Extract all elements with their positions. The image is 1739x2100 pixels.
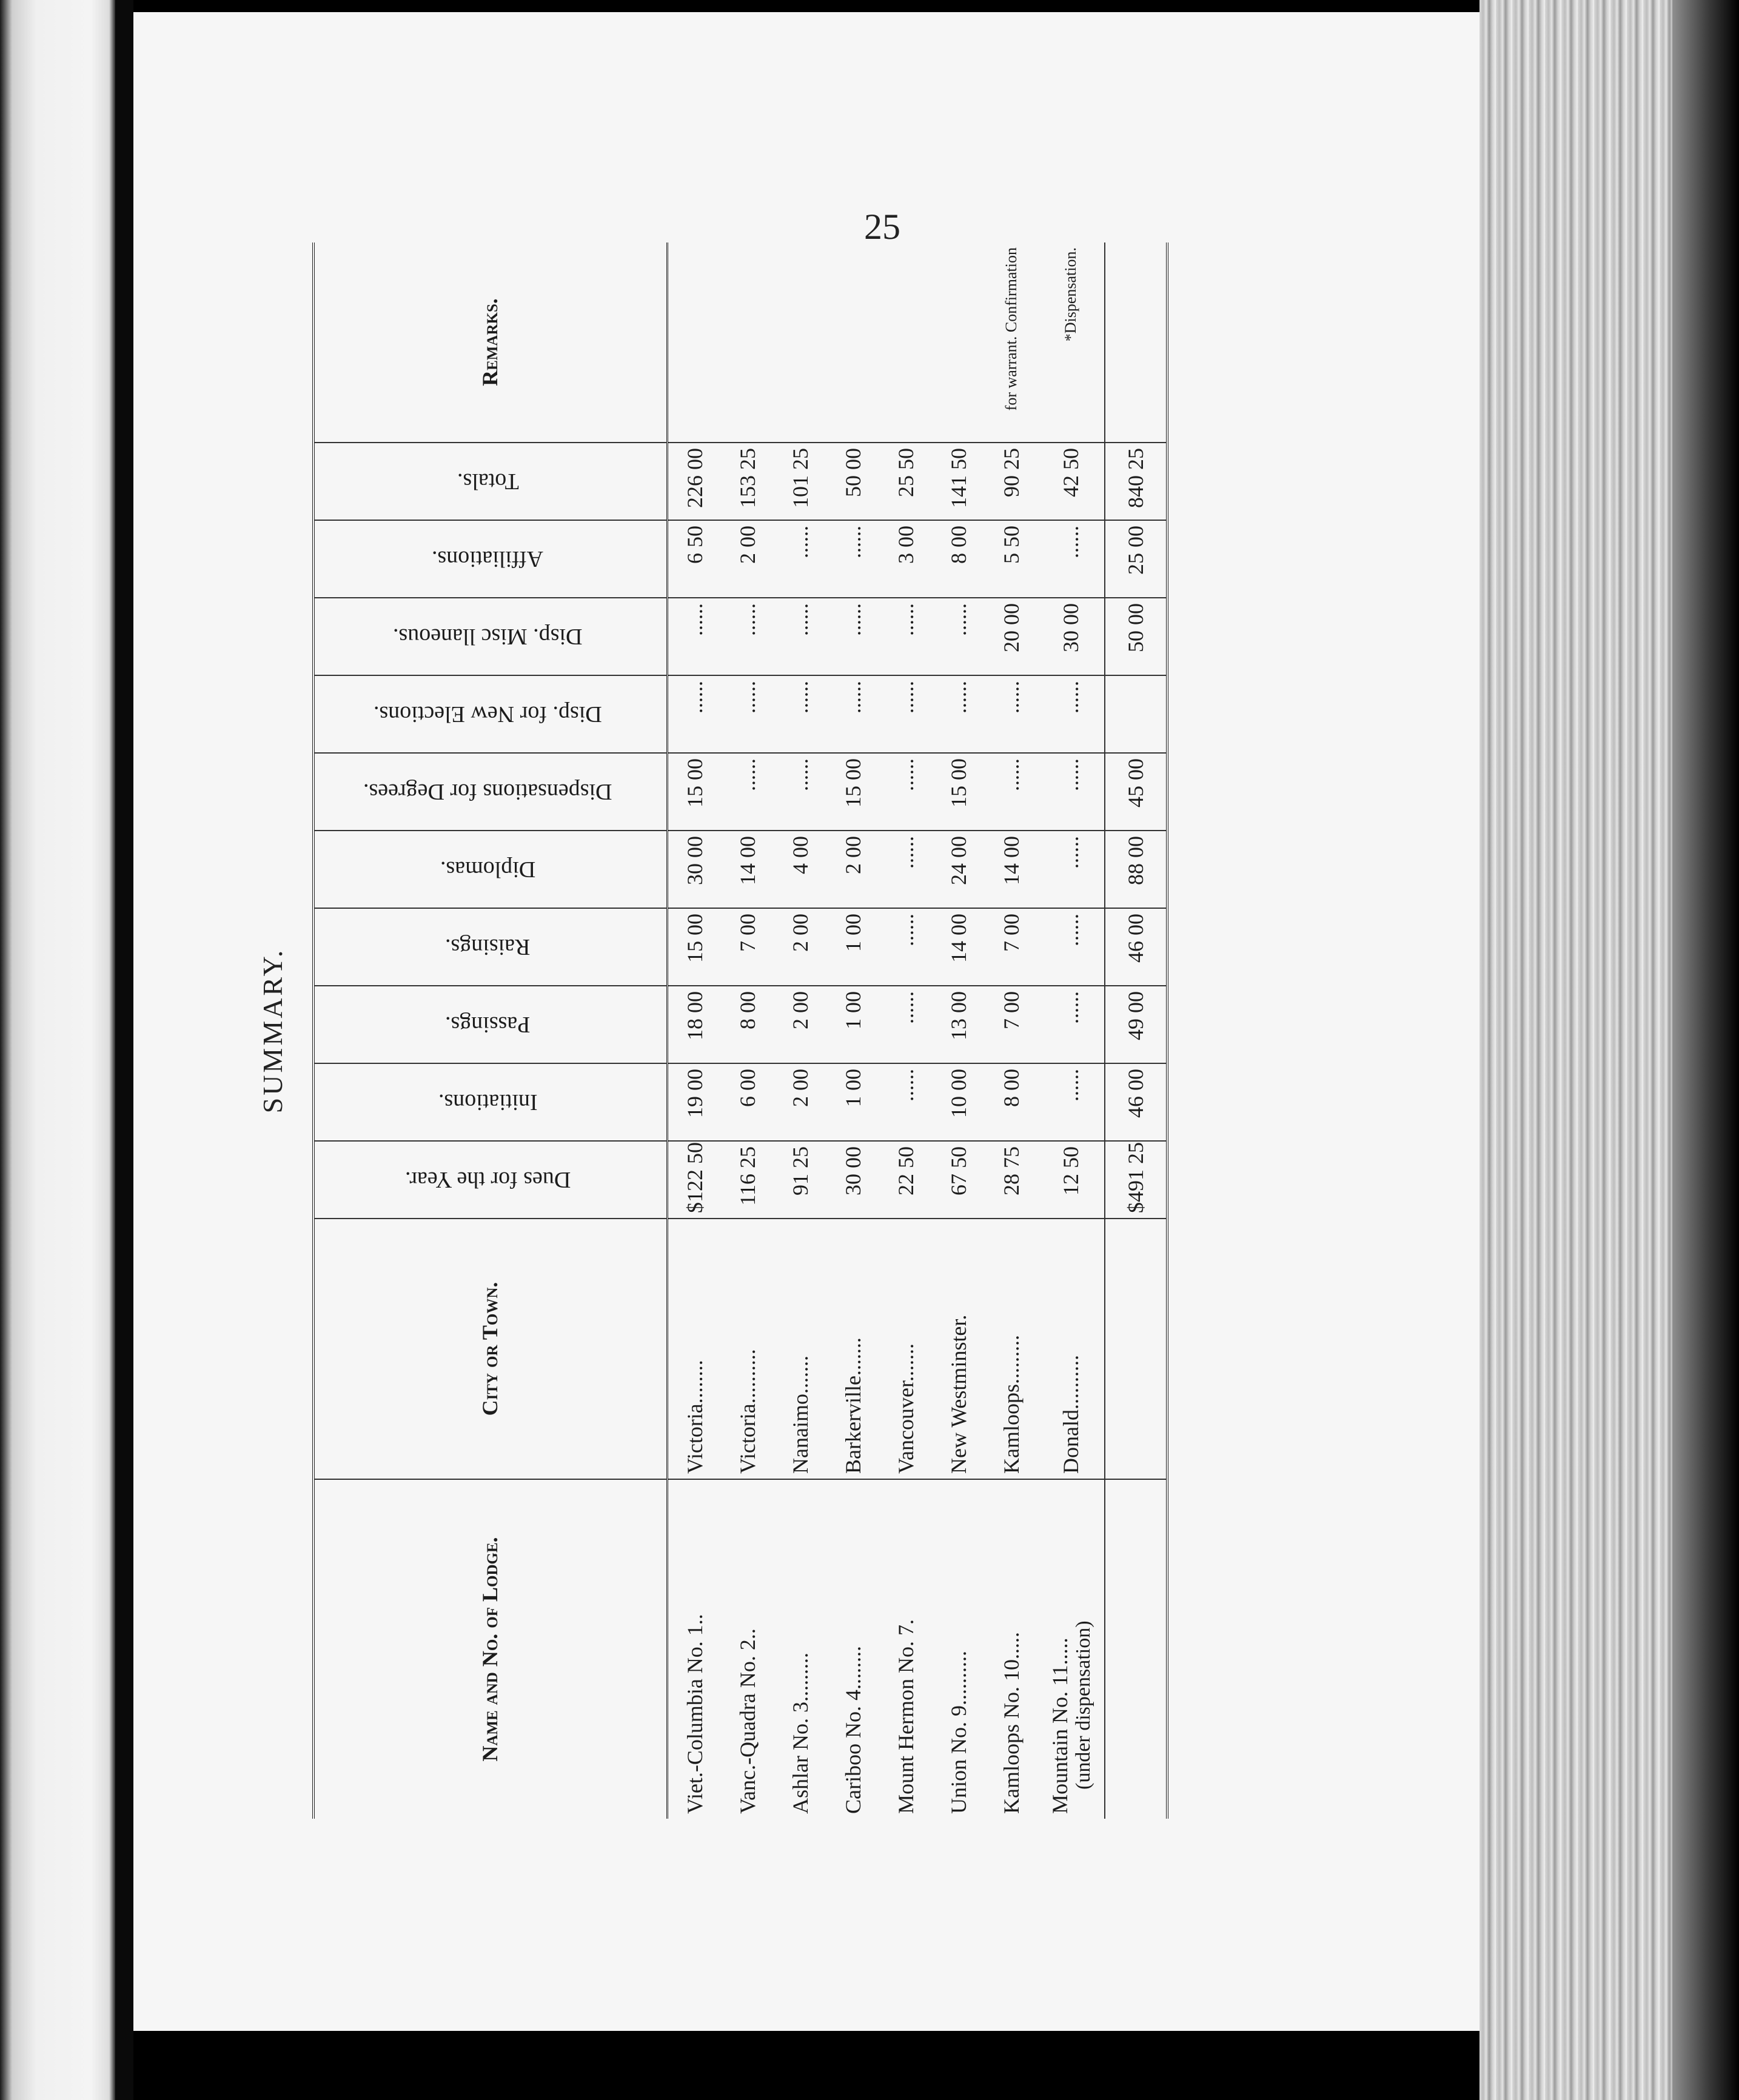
affiliations-cell: ...... — [1037, 520, 1105, 598]
lodge-name-cell — [879, 1479, 932, 1819]
disp-elections-cell: ...... — [826, 675, 879, 753]
city-cell: Victoria.......... — [721, 1219, 774, 1479]
raisings-cell: 14 00 — [932, 908, 985, 986]
remarks-cell: *Dispensation. — [1037, 242, 1105, 443]
table-row — [826, 242, 879, 1819]
header-raisings: Raisings. — [313, 908, 668, 986]
disp-elections-cell: ...... — [985, 675, 1037, 753]
lodge-name-cell — [668, 1479, 722, 1819]
disp-misc-cell: ...... — [932, 598, 985, 675]
passings-cell: 18 00 — [668, 986, 722, 1063]
header-dues: Dues for the Year. — [313, 1141, 668, 1219]
passings-cell: 2 00 — [774, 986, 826, 1063]
totals-cell: 25 50 — [879, 443, 932, 520]
passings-cell: ...... — [879, 986, 932, 1063]
passings-cell: ...... — [1037, 986, 1105, 1063]
initiations-cell: 19 00 — [668, 1063, 722, 1141]
lodge-name-cell — [774, 1479, 826, 1819]
remarks-cell — [879, 242, 932, 443]
lodge-name: Kamloops No. 10..... — [999, 1632, 1024, 1814]
lodge-name: Vanc.-Quadra No. 2.. — [735, 1628, 760, 1814]
book-gutter — [115, 0, 133, 2100]
passings-cell: 8 00 — [721, 986, 774, 1063]
remarks-cell — [774, 242, 826, 443]
raisings-cell: 2 00 — [774, 908, 826, 986]
total-raisings: 46 00 — [1105, 908, 1167, 986]
page-number: 25 — [864, 207, 900, 247]
header-totals: Totals. — [313, 443, 668, 520]
lodge-name: Cariboo No. 4........ — [840, 1646, 865, 1814]
dues-cell: 91 25 — [774, 1141, 826, 1219]
disp-degrees-cell: 15 00 — [668, 753, 722, 831]
affiliations-cell: 6 50 — [668, 520, 722, 598]
disp-misc-cell: 30 00 — [1037, 598, 1105, 675]
totals-cell: 226 00 — [668, 443, 722, 520]
initiations-cell: 10 00 — [932, 1063, 985, 1141]
totals-cell: 141 50 — [932, 443, 985, 520]
totals-row — [1105, 242, 1167, 1819]
disp-elections-cell: ...... — [1037, 675, 1105, 753]
affiliations-cell: ...... — [826, 520, 879, 598]
dues-cell: 67 50 — [932, 1141, 985, 1219]
lodge-name-cell — [932, 1479, 985, 1819]
header-remarks: Remarks. — [313, 242, 668, 443]
diplomas-cell: 24 00 — [932, 831, 985, 908]
disp-misc-cell: ...... — [879, 598, 932, 675]
initiations-cell: 6 00 — [721, 1063, 774, 1141]
affiliations-cell: 8 00 — [932, 520, 985, 598]
dues-cell: 28 75 — [985, 1141, 1037, 1219]
book-page-edges — [1479, 0, 1739, 2100]
disp-elections-cell: ...... — [721, 675, 774, 753]
table-row — [985, 242, 1037, 1819]
table-row — [879, 242, 932, 1819]
initiations-cell: 1 00 — [826, 1063, 879, 1141]
initiations-cell: ...... — [879, 1063, 932, 1141]
diplomas-cell: 4 00 — [774, 831, 826, 908]
header-disp-misc: Disp. Misc llaneous. — [313, 598, 668, 675]
disp-misc-cell: ...... — [826, 598, 879, 675]
city-cell: Vancouver....... — [879, 1219, 932, 1479]
passings-cell: 1 00 — [826, 986, 879, 1063]
dues-cell: 22 50 — [879, 1141, 932, 1219]
city-cell: Nanaimo....... — [774, 1219, 826, 1479]
passings-cell: 7 00 — [985, 986, 1037, 1063]
disp-degrees-cell: ...... — [879, 753, 932, 831]
totals-cell: 101 25 — [774, 443, 826, 520]
table-row — [721, 242, 774, 1819]
raisings-cell: ...... — [879, 908, 932, 986]
table-row — [932, 242, 985, 1819]
total-passings: 49 00 — [1105, 986, 1167, 1063]
header-name: Name and No. of Lodge. — [313, 1479, 668, 1819]
totals-cell: 90 25 — [985, 443, 1037, 520]
disp-elections-cell: ...... — [932, 675, 985, 753]
lodge-name-cell — [721, 1479, 774, 1819]
lodge-name: Viet.-Columbia No. 1.. — [682, 1614, 707, 1814]
passings-cell: 13 00 — [932, 986, 985, 1063]
raisings-cell: 15 00 — [668, 908, 722, 986]
diplomas-cell: 14 00 — [985, 831, 1037, 908]
lodge-name-cell — [985, 1479, 1037, 1819]
disp-elections-cell: ...... — [668, 675, 722, 753]
raisings-cell: 1 00 — [826, 908, 879, 986]
lodge-name: Mount Hermon No. 7. — [893, 1619, 918, 1814]
lodge-name-cell — [826, 1479, 879, 1819]
dues-cell: 30 00 — [826, 1141, 879, 1219]
remarks-cell — [932, 242, 985, 443]
city-cell: New Westminster. — [932, 1219, 985, 1479]
city-cell: Kamloops......... — [985, 1219, 1037, 1479]
city-cell: Victoria........ — [668, 1219, 722, 1479]
raisings-cell: 7 00 — [721, 908, 774, 986]
total-diplomas: 88 00 — [1105, 831, 1167, 908]
disp-misc-cell: ...... — [668, 598, 722, 675]
totals-cell: 50 00 — [826, 443, 879, 520]
total-disp-misc: 50 00 — [1105, 598, 1167, 675]
city-cell: Donald.......... — [1037, 1219, 1105, 1479]
header-affiliations: Affiliations. — [313, 520, 668, 598]
table-row — [1037, 242, 1105, 1819]
rotated-summary-table-container — [257, 242, 1246, 1819]
affiliations-cell: 3 00 — [879, 520, 932, 598]
raisings-cell: 7 00 — [985, 908, 1037, 986]
remarks-cell — [826, 242, 879, 443]
city-cell: Barkerville....... — [826, 1219, 879, 1479]
disp-elections-cell: ...... — [774, 675, 826, 753]
disp-misc-cell: ...... — [774, 598, 826, 675]
total-disp-elections — [1105, 675, 1167, 753]
disp-degrees-cell: ...... — [1037, 753, 1105, 831]
initiations-cell: 2 00 — [774, 1063, 826, 1141]
diplomas-cell: 30 00 — [668, 831, 722, 908]
header-passings: Passings. — [313, 986, 668, 1063]
affiliations-cell: 2 00 — [721, 520, 774, 598]
lodge-name: Union No. 9.......... — [946, 1651, 971, 1814]
raisings-cell: ...... — [1037, 908, 1105, 986]
affiliations-cell: 5 50 — [985, 520, 1037, 598]
lodge-name: Ashlar No. 3......... — [788, 1653, 813, 1814]
totals-blank-city — [1105, 1219, 1167, 1479]
total-initiations: 46 00 — [1105, 1063, 1167, 1141]
dues-cell: 12 50 — [1037, 1141, 1105, 1219]
disp-elections-cell: ...... — [879, 675, 932, 753]
totals-blank-name — [1105, 1479, 1167, 1819]
summary-table — [312, 242, 1168, 1819]
header-row — [313, 242, 668, 1819]
diplomas-cell: ...... — [1037, 831, 1105, 908]
table-title: SUMMARY. — [257, 948, 288, 1114]
diplomas-cell: 14 00 — [721, 831, 774, 908]
disp-degrees-cell: ...... — [774, 753, 826, 831]
table-row — [668, 242, 722, 1819]
lodge-name-note: (under dispensation) — [1072, 1620, 1095, 1790]
remarks-cell — [668, 242, 722, 443]
disp-degrees-cell: ...... — [985, 753, 1037, 831]
total-affiliations: 25 00 — [1105, 520, 1167, 598]
header-city: City or Town. — [313, 1219, 668, 1479]
left-page-edge — [0, 0, 115, 2100]
header-disp-elections: Disp. for New Elections. — [313, 675, 668, 753]
disp-degrees-cell: 15 00 — [932, 753, 985, 831]
header-diplomas: Diplomas. — [313, 831, 668, 908]
totals-cell: 153 25 — [721, 443, 774, 520]
affiliations-cell: ...... — [774, 520, 826, 598]
lodge-name: Mountain No. 11..... — [1048, 1637, 1073, 1814]
total-dues: $491 25 — [1105, 1141, 1167, 1219]
total-remarks — [1105, 242, 1167, 443]
disp-degrees-cell: 15 00 — [826, 753, 879, 831]
initiations-cell: 8 00 — [985, 1063, 1037, 1141]
diplomas-cell: 2 00 — [826, 831, 879, 908]
disp-degrees-cell: ...... — [721, 753, 774, 831]
total-totals: 840 25 — [1105, 443, 1167, 520]
remarks-cell: for warrant. Confirmation — [985, 242, 1037, 443]
disp-misc-cell: ...... — [721, 598, 774, 675]
header-disp-degrees: Dispensations for Degrees. — [313, 753, 668, 831]
dues-cell: 116 25 — [721, 1141, 774, 1219]
lodge-name-cell — [1037, 1479, 1105, 1819]
initiations-cell: ...... — [1037, 1063, 1105, 1141]
diplomas-cell: ...... — [879, 831, 932, 908]
header-initiations: Initiations. — [313, 1063, 668, 1141]
disp-misc-cell: 20 00 — [985, 598, 1037, 675]
total-disp-degrees: 45 00 — [1105, 753, 1167, 831]
totals-cell: 42 50 — [1037, 443, 1105, 520]
dues-cell: $122 50 — [668, 1141, 722, 1219]
remarks-cell — [721, 242, 774, 443]
table-row — [774, 242, 826, 1819]
